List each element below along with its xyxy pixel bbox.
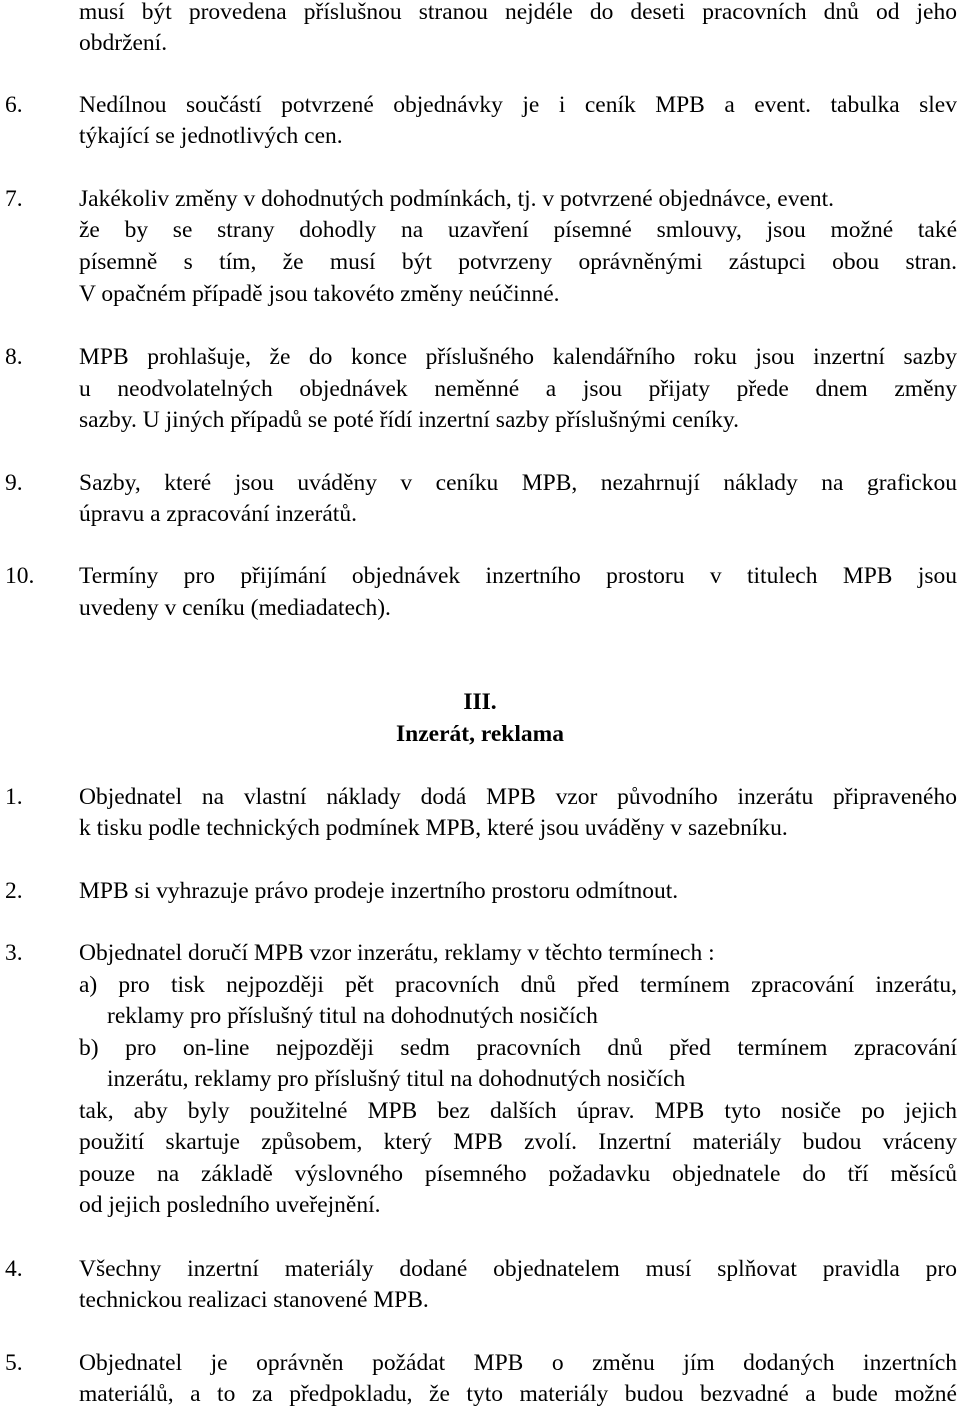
paragraph-line: MPB prohlašuje, že do konce příslušného kalendářního roku jsou inzertní sazby xyxy=(79,344,957,370)
paragraph-line: V opačném případě jsou takovéto změny neúčinné. xyxy=(79,281,560,307)
section-title: Inzerát, reklama xyxy=(396,721,564,747)
paragraph-line: použití skartuje způsobem, který MPB zvolí. Inzertní materiály budou vráceny xyxy=(79,1129,957,1155)
list-number: 3. xyxy=(5,940,23,966)
paragraph-line: týkající se jednotlivých cen. xyxy=(79,123,343,149)
paragraph-line: MPB si vyhrazuje právo prodeje inzertního prostoru odmítnout. xyxy=(79,878,679,904)
paragraph-line: Termíny pro přijímání objednávek inzertního prostoru v titulech MPB jsou xyxy=(79,563,957,589)
list-number: 5. xyxy=(5,1350,23,1376)
paragraph-line: sazby. U jiných případů se poté řídí inzertní sazby příslušnými ceníky. xyxy=(79,407,740,433)
list-number: 9. xyxy=(5,470,23,496)
paragraph-line: úpravu a zpracování inzerátů. xyxy=(79,501,357,527)
paragraph-line: Objednatel doručí MPB vzor inzerátu, reklamy v těchto termínech : xyxy=(79,940,715,966)
list-number: 7. xyxy=(5,186,23,212)
paragraph-line: k tisku podle technických podmínek MPB, které jsou uváděny v sazebníku. xyxy=(79,815,788,841)
paragraph-line: uvedeny v ceníku (mediadatech). xyxy=(79,595,391,621)
section-number: III. xyxy=(463,689,497,715)
sub-item-a-line: reklamy pro příslušný titul na dohodnutých nosičích xyxy=(107,1003,598,1029)
paragraph-line: obdržení. xyxy=(79,30,168,56)
paragraph-line: technickou realizaci stanovené MPB. xyxy=(79,1287,429,1313)
list-number: 2. xyxy=(5,878,23,904)
paragraph-line: Sazby, které jsou uváděny v ceníku MPB, nezahrnují náklady na grafickou xyxy=(79,470,957,496)
paragraph-line: Objednatel je oprávněn požádat MPB o změnu jím dodaných inzertních xyxy=(79,1350,957,1376)
paragraph-line: Všechny inzertní materiály dodané objednatelem musí splňovat pravidla pro xyxy=(79,1256,957,1282)
list-number: 1. xyxy=(5,784,23,810)
paragraph-line: materiálů, a to za předpokladu, že tyto materiály budou bezvadné a bude možné xyxy=(79,1381,957,1407)
paragraph-line: tak, aby byly použitelné MPB bez dalších úprav. MPB tyto nosiče po jejich xyxy=(79,1098,957,1124)
paragraph-line: u neodvolatelných objednávek neměnné a jsou přijaty přede dnem změny xyxy=(79,376,957,402)
paragraph-line: pouze na základě výslovného písemného požadavku objednatele do tří měsíců xyxy=(79,1161,957,1187)
sub-item-b-line: inzerátu, reklamy pro příslušný titul na dohodnutých nosičích xyxy=(107,1066,686,1092)
sub-item-b-line: b) pro on-line nejpozději sedm pracovních dnů před termínem zpracování xyxy=(79,1035,957,1061)
paragraph-line: musí být provedena příslušnou stranou nejdéle do deseti pracovních dnů od jeho xyxy=(79,0,957,25)
paragraph-line: písemně s tím, že musí být potvrzeny oprávněnými zástupci obou stran. xyxy=(79,249,957,275)
list-number: 4. xyxy=(5,1256,23,1282)
paragraph-line: Objednatel na vlastní náklady dodá MPB vzor původního inzerátu připraveného xyxy=(79,784,957,810)
paragraph-line: od jejich posledního uveřejnění. xyxy=(79,1192,381,1218)
paragraph-line: že by se strany dohodly na uzavření písemné smlouvy, jsou možné také xyxy=(79,217,957,243)
sub-item-a-line: a) pro tisk nejpozději pět pracovních dnů před termínem zpracování inzerátu, xyxy=(79,972,957,998)
paragraph-line: Jakékoliv změny v dohodnutých podmínkách, tj. v potvrzené objednávce, event. xyxy=(79,186,835,212)
list-number: 8. xyxy=(5,344,23,370)
list-number: 6. xyxy=(5,92,23,118)
paragraph-line: Nedílnou součástí potvrzené objednávky je i ceník MPB a event. tabulka slev xyxy=(79,92,957,118)
list-number: 10. xyxy=(5,563,35,589)
